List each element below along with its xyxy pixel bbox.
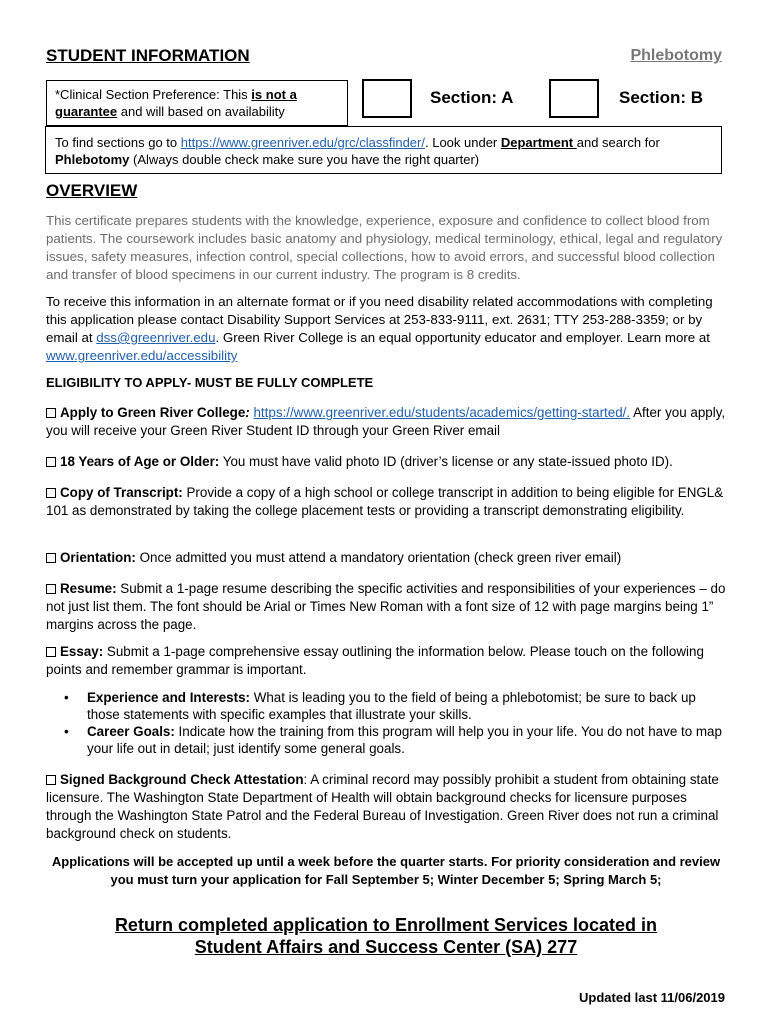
preference-pre: *Clinical Section Preference: This: [55, 87, 252, 102]
item-resume: [46, 580, 726, 634]
return-line-1: Return completed application to Enrollment Services located in: [114, 915, 658, 935]
dss-email-link[interactable]: dss@greenriver.edu: [96, 330, 216, 345]
background-checkbox[interactable]: [46, 775, 56, 785]
accessibility-link[interactable]: www.greenriver.edu/accessibility: [46, 348, 238, 363]
apply-text: After you apply, you will receive your Green River Student ID through your Green River email: [46, 405, 726, 438]
section-a-label: Section: A: [430, 88, 514, 107]
age-label: 18 Years of Age or Older:: [60, 454, 220, 469]
transcript-checkbox[interactable]: [46, 488, 56, 498]
preference-post: and will based on availability: [117, 104, 285, 119]
essay-checkbox[interactable]: [46, 647, 56, 657]
find-pre: To find sections go to: [55, 135, 181, 150]
age-checkbox[interactable]: [46, 457, 56, 467]
section-preference-note: [46, 80, 348, 126]
accessibility-notice: [46, 293, 726, 365]
deadlines-notice: Applications will be accepted up until a week before the quarter starts. For priority consideration and review you must turn your application for Fall September 5; Winter December 5; Spring March 5;: [51, 854, 721, 887]
find-post1: and search for: [576, 135, 660, 150]
bullet-icon: •: [64, 690, 69, 705]
program-name: Phlebotomy: [630, 47, 722, 64]
bullet-label: Career Goals:: [87, 724, 175, 739]
find-mid: . Look under: [424, 135, 501, 150]
bullet-text: Indicate how the training from this program will help you in your life. You do not have to map your life out in detail; just identify some general goals.: [87, 724, 722, 756]
list-item: [46, 723, 726, 757]
item-apply: [46, 404, 726, 440]
transcript-text: Provide a copy of a high school or college transcript in addition to being eligible for ENGL& 101 as demonstrated by taking the college placement tests or providing a transcript demonstrating eligibility.: [46, 485, 724, 518]
access-pre: To receive this information in an alternate format or if you need disability related accommodations with completing this application please contact Disability Support Services at 253-833-9111, ext. 2631; TTY 253-288-3359; or by email at: [46, 294, 713, 345]
department-label: Department: [500, 135, 577, 150]
essay-points: [46, 689, 726, 757]
item-background: [46, 771, 726, 843]
list-item: [46, 689, 726, 723]
item-age: [46, 453, 726, 471]
section-a-checkbox[interactable]: [362, 79, 412, 118]
resume-checkbox[interactable]: [46, 584, 56, 594]
age-text: You must have valid photo ID (driver’s license or any state-issued photo ID).: [219, 454, 673, 469]
find-sections-box: [45, 126, 722, 174]
item-essay: [46, 643, 726, 679]
overview-heading: OVERVIEW: [46, 181, 138, 200]
access-mid: . Green River College is an equal opportunity educator and employer. Learn more at: [215, 330, 710, 345]
section-b-checkbox[interactable]: [549, 79, 599, 118]
resume-label: Resume:: [60, 581, 117, 596]
apply-checkbox[interactable]: [46, 408, 56, 418]
item-transcript: [46, 484, 726, 520]
return-line-2: Student Affairs and Success Center (SA) 277: [194, 937, 578, 957]
essay-text: Submit a 1-page comprehensive essay outlining the information below. Please touch on the following points and remember grammar is important.: [46, 644, 704, 677]
bullet-label: Experience and Interests:: [87, 690, 250, 705]
find-post2: (Always double check make sure you have the right quarter): [129, 152, 480, 167]
transcript-label: Copy of Transcript:: [60, 485, 183, 500]
apply-colon: :: [245, 405, 250, 420]
bullet-icon: •: [64, 724, 69, 739]
section-b-label: Section: B: [619, 88, 704, 107]
classfinder-link[interactable]: https://www.greenriver.edu/grc/classfinder/: [180, 135, 425, 150]
bullet-text: What is leading you to the field of being a phlebotomist; be sure to back up those statements with specific examples that illustrate your skills.: [87, 690, 696, 722]
orientation-text: Once admitted you must attend a mandatory orientation (check green river email): [135, 550, 622, 565]
orientation-checkbox[interactable]: [46, 553, 56, 563]
item-orientation: [46, 549, 726, 567]
background-text: : A criminal record may possibly prohibit a student from obtaining state licensure. The Washington State Department of Health will obtain background checks for licensure purposes through the Washington State Patrol and the Federal Bureau of Investigation. Green River does not run a criminal background check on students.: [46, 772, 719, 841]
resume-text: Submit a 1-page resume describing the specific activities and responsibilities of your experiences – do not just list them. The font should be Arial or Times New Roman with a font size of 12 with page margins being 1” margins across the page.: [46, 581, 726, 632]
essay-label: Essay:: [60, 644, 104, 659]
background-label: Signed Background Check Attestation: [60, 772, 304, 787]
overview-description: This certificate prepares students with the knowledge, experience, exposure and confidence to collect blood from patients. The coursework includes basic anatomy and physiology, medical terminology, ethical, legal and regulatory issues, safety measures, infection control, special collections, how to avoid errors, and successful blood collection and transfer of blood specimens in our current industry. The program is 8 credits.: [46, 213, 723, 282]
eligibility-heading: ELIGIBILITY TO APPLY- MUST BE FULLY COMPLETE: [46, 375, 374, 390]
orientation-label: Orientation:: [60, 550, 136, 565]
return-instructions: [46, 914, 726, 958]
not-guarantee: is not a guarantee: [55, 87, 297, 119]
apply-label: Apply to Green River College: [60, 405, 246, 420]
find-program: Phlebotomy: [55, 152, 130, 167]
page-title: STUDENT INFORMATION: [46, 46, 250, 65]
updated-date: Updated last 11/06/2019: [579, 990, 725, 1005]
getting-started-link[interactable]: https://www.greenriver.edu/students/academics/getting-started/.: [253, 405, 631, 420]
